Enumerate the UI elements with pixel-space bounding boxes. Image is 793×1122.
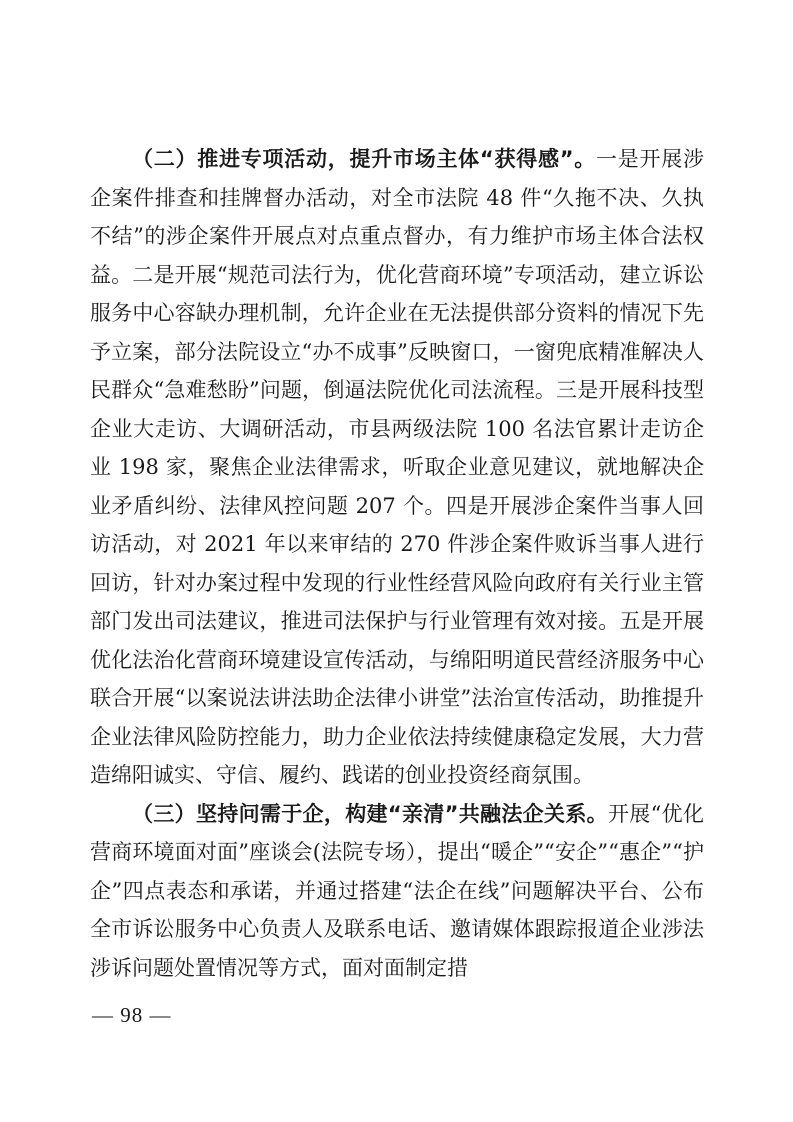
section-heading-3: （三）坚持问需于企，构建“亲清”共融法企关系。: [132, 801, 608, 826]
paragraph-body-3: 开展“优化营商环境面对面”座谈会(法院专场），提出“暖企”“安企”“惠企”“护企”四点表态和承诺，并通过搭建“法企在线”问题解决平台、公布全市诉讼服务中心负责人及联系电话、邀请媒体跟踪报道企业涉法涉诉问题处置情况等方式，面对面制定措: [90, 801, 704, 980]
paragraph-body-2: 一是开展涉企案件排查和挂牌督办活动，对全市法院 48 件“久拖不决、久执不结”的涉企案件开展点对点重点督办，有力维护市场主体合法权益。二是开展“规范司法行为，优化营商环境”专项活动，建立诉讼服务中心容缺办理机制，允许企业在无法提供部分资料的情况下先予立案，部分法院设立“办不成事”反映窗口，一窗兜底精准解决人民群众“急难愁盼”问题，倒逼法院优化司法流程。三是开展科技型企业大走访、大调研活动，市县两级法院 100 名法官累计走访企业 198 家，聚焦企业法律需求，听取企业意见建议，就地解决企业矛盾纠纷、法律风控问题 207 个。四是开展涉企案件当事人回访活动，对 2021 年以来审结的 270 件涉企案件败诉当事人进行回访，针对办案过程中发现的行业性经营风险向政府有关行业主管部门发出司法建议，推进司法保护与行业管理有效对接。五是开展优化法治化营商环境建设宣传活动，与绵阳明道民营经济服务中心联合开展“以案说法讲法助企法律小讲堂”法治宣传活动，助推提升企业法律风险防控能力，助力企业依法持续健康稳定发展，大力营造绵阳诚实、守信、履约、践诺的创业投资经商氛围。: [90, 147, 704, 787]
section-heading-2: （二）推进专项活动，提升市场主体“获得感”。: [132, 147, 597, 171]
body-text: [90, 140, 704, 987]
page-number: — 98 —: [92, 1003, 172, 1027]
paragraph-section-3: [90, 795, 704, 988]
paragraph-section-2: [90, 140, 704, 795]
